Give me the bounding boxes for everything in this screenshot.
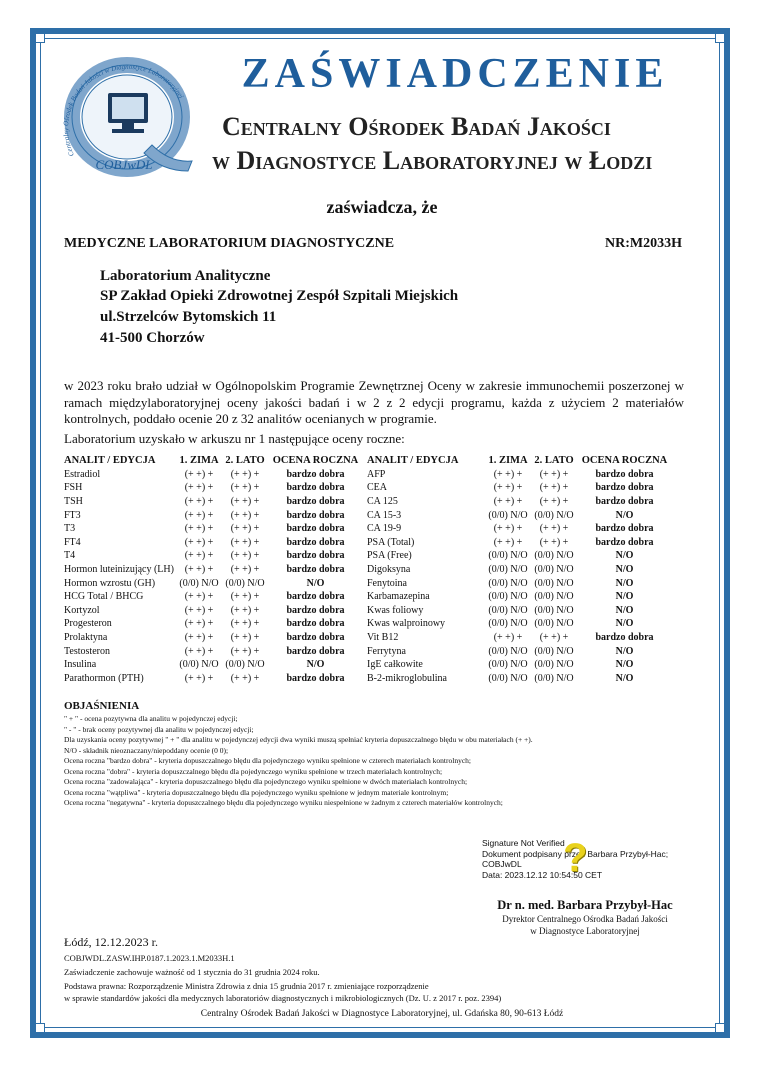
organization-name-line2: w Diagnostyce Laboratoryjnej w Łodzi — [212, 146, 653, 175]
analyte-name: Progesteron — [64, 618, 112, 630]
analyte-name: CA 19-9 — [367, 523, 402, 535]
annual-rating: bardzo dobra — [286, 591, 345, 603]
analyte-name: AFP — [367, 468, 386, 480]
edition-result: (0/0) N/O — [488, 604, 528, 616]
edition-result: (0/0) N/O — [488, 591, 528, 603]
annual-rating: bardzo dobra — [595, 496, 654, 508]
signature-line: Data: 2023.12.12 10:54:50 CET — [482, 869, 603, 880]
explanations-heading: OBJAŚNIENIA — [64, 700, 140, 712]
edition-result: (+ +) + — [493, 632, 523, 644]
annual-rating: bardzo dobra — [286, 523, 345, 535]
annual-rating: bardzo dobra — [286, 604, 345, 616]
edition-result: (+ +) + — [230, 496, 260, 508]
analyte-name: CEA — [367, 482, 387, 494]
column-header: 2. LATO — [225, 455, 265, 467]
annual-rating: bardzo dobra — [595, 523, 654, 535]
edition-result: (0/0) N/O — [488, 509, 528, 521]
annual-rating: bardzo dobra — [286, 482, 345, 494]
signature-line: Signature Not Verified — [482, 838, 565, 848]
annual-rating: bardzo dobra — [286, 632, 345, 644]
document-code: COBJWDL.ZASW.IHP.0187.1.2023.1.M2033H.1 — [64, 953, 235, 963]
edition-result: (+ +) + — [184, 482, 214, 494]
column-header: OCENA ROCZNA — [272, 455, 359, 467]
analyte-name: Kwas foliowy — [367, 604, 424, 616]
edition-result: (+ +) + — [184, 509, 214, 521]
analyte-name: IgE całkowite — [367, 659, 423, 671]
edition-result: (0/0) N/O — [534, 672, 574, 684]
cobjwdl-logo — [52, 45, 202, 195]
analyte-name: Karbamazepina — [367, 591, 430, 603]
edition-result: (0/0) N/O — [534, 509, 574, 521]
analyte-name: FSH — [64, 482, 83, 494]
annual-rating: N/O — [615, 564, 634, 576]
annual-rating: N/O — [615, 604, 634, 616]
annual-rating: bardzo dobra — [595, 482, 654, 494]
edition-result: (+ +) + — [184, 645, 214, 657]
lab-address-line: SP Zakład Opieki Zdrowotnej Zespół Szpitali Miejskich — [100, 288, 459, 304]
annual-rating: N/O — [615, 645, 634, 657]
annual-rating: bardzo dobra — [595, 468, 654, 480]
explanation-line: Ocena roczna "negatywna" - kryteria dopuszczalnego błędu dla pojedynczego wyniku niespełnione w żadnym z czterech materiałów kontrolnych; — [64, 798, 503, 807]
edition-result: (+ +) + — [230, 618, 260, 630]
signature-line: COBJwDL — [482, 859, 522, 869]
annual-rating: N/O — [615, 577, 634, 589]
edition-result: (+ +) + — [184, 468, 214, 480]
annual-rating: bardzo dobra — [595, 536, 654, 548]
edition-result: (+ +) + — [230, 604, 260, 616]
analyte-name: Kwas walproinowy — [367, 618, 446, 630]
analyte-name: T3 — [64, 523, 76, 535]
edition-result: (+ +) + — [539, 482, 569, 494]
edition-result: (0/0) N/O — [534, 618, 574, 630]
edition-result: (+ +) + — [184, 564, 214, 576]
edition-result: (0/0) N/O — [488, 550, 528, 562]
analyte-name: Estradiol — [64, 468, 101, 480]
annual-rating: bardzo dobra — [286, 645, 345, 657]
analyte-name: T4 — [64, 550, 76, 562]
table-row — [64, 590, 672, 604]
edition-result: (+ +) + — [539, 496, 569, 508]
table-row — [64, 617, 672, 631]
annual-rating: N/O — [306, 577, 325, 589]
edition-result: (+ +) + — [230, 523, 260, 535]
lab-number: NR:M2033H — [605, 236, 682, 251]
edition-result: (+ +) + — [493, 482, 523, 494]
analyte-name: Parathormon (PTH) — [64, 672, 144, 684]
footer-address: Centralny Ośrodek Badań Jakości w Diagnostyce Laboratoryjnej, ul. Gdańska 80, 90-613 Łódź — [200, 1009, 564, 1019]
table-row — [64, 576, 672, 590]
column-header: OCENA ROCZNA — [581, 455, 668, 467]
edition-result: (+ +) + — [539, 632, 569, 644]
analyte-name: Testosteron — [64, 645, 110, 657]
table-header-row — [64, 454, 672, 468]
edition-result: (0/0) N/O — [225, 659, 265, 671]
edition-result: (+ +) + — [230, 536, 260, 548]
corner-ornament — [715, 33, 725, 43]
table-row — [64, 658, 672, 672]
table-row — [64, 495, 672, 509]
edition-result: (+ +) + — [230, 591, 260, 603]
director-title: Dyrektor Centralnego Ośrodka Badań Jakości — [502, 914, 668, 924]
explanation-line: " + " - ocena pozytywna dla analitu w pojedynczej edycji; — [64, 714, 238, 723]
annual-rating: bardzo dobra — [286, 468, 345, 480]
edition-result: (0/0) N/O — [534, 591, 574, 603]
edition-result: (0/0) N/O — [488, 672, 528, 684]
edition-result: (0/0) N/O — [488, 659, 528, 671]
analyte-name: Hormon luteinizujący (LH) — [64, 564, 174, 576]
lab-address-line: Laboratorium Analityczne — [100, 268, 271, 284]
signature-line: Dokument podpisany przez Barbara Przybył-Hac; — [482, 848, 669, 859]
annual-rating: bardzo dobra — [286, 536, 345, 548]
column-header: 1. ZIMA — [488, 455, 528, 467]
column-header: 2. LATO — [534, 455, 574, 467]
edition-result: (+ +) + — [230, 509, 260, 521]
table-row — [64, 468, 672, 482]
edition-result: (+ +) + — [493, 468, 523, 480]
edition-result: (+ +) + — [230, 672, 260, 684]
edition-result: (+ +) + — [493, 496, 523, 508]
edition-result: (0/0) N/O — [534, 659, 574, 671]
lab-address-line: ul.Strzelców Bytomskich 11 — [100, 309, 277, 325]
edition-result: (+ +) + — [230, 482, 260, 494]
corner-ornament — [35, 1023, 45, 1033]
analyte-name: CA 15-3 — [367, 509, 402, 521]
explanation-line: Dla uzyskania oceny pozytywnej " + " dla analitu w pojedynczej edycji dwa wyniki muszą spełniać kryteria dopuszczalnego błędu w obu materiałach (+ +). — [64, 735, 533, 744]
logo-ring-text: Centralny Ośrodek Badań Jakości w Diagnostyce Laboratoryjnej — [62, 62, 186, 158]
legal-basis: Podstawa prawna: Rozporządzenie Ministra Zdrowia z dnia 15 grudnia 2017 r. zmieniające rozporządzenie — [64, 981, 429, 991]
edition-result: (0/0) N/O — [488, 564, 528, 576]
analyte-name: HCG Total / BHCG — [64, 591, 144, 603]
annual-rating: N/O — [615, 659, 634, 671]
edition-result: (+ +) + — [230, 564, 260, 576]
issue-date: Łódź, 12.12.2023 r. — [64, 935, 158, 949]
explanation-line: " - " - brak oceny pozytywnej dla analitu w pojedynczej edycji; — [64, 724, 254, 734]
edition-result: (0/0) N/O — [225, 577, 265, 589]
annual-rating: bardzo dobra — [286, 509, 345, 521]
explanation-line: N/O - składnik nieoznaczany/niepoddany ocenie (0 0); — [64, 745, 229, 755]
edition-result: (0/0) N/O — [534, 564, 574, 576]
edition-result: (0/0) N/O — [534, 645, 574, 657]
analyte-name: Insulina — [64, 659, 97, 671]
edition-result: (0/0) N/O — [534, 550, 574, 562]
certifies-text: zaświadcza, że — [326, 197, 438, 217]
results-intro: Laboratorium uzyskało w arkuszu nr 1 następujące oceny roczne: — [64, 431, 405, 446]
annual-rating: N/O — [306, 659, 325, 671]
edition-result: (+ +) + — [539, 523, 569, 535]
edition-result: (0/0) N/O — [179, 577, 219, 589]
annual-rating: bardzo dobra — [286, 672, 345, 684]
edition-result: (+ +) + — [184, 672, 214, 684]
edition-result: (0/0) N/O — [488, 618, 528, 630]
lab-address-line: 41-500 Chorzów — [100, 330, 205, 346]
annual-rating: bardzo dobra — [286, 496, 345, 508]
explanation-line: Ocena roczna "dobra" - kryteria dopuszczalnego błędu dla pojedynczego wyniku spełnione w trzech materiałach kontrolnych; — [64, 766, 443, 776]
annual-rating: bardzo dobra — [595, 632, 654, 644]
analyte-name: Hormon wzrostu (GH) — [64, 577, 156, 589]
director-name: Dr n. med. Barbara Przybył-Hac — [497, 898, 673, 912]
annual-rating: N/O — [615, 672, 634, 684]
annual-rating: N/O — [615, 550, 634, 562]
column-header: 1. ZIMA — [179, 455, 219, 467]
edition-result: (+ +) + — [493, 523, 523, 535]
explanation-line: Ocena roczna "zadowalająca" - kryteria dopuszczalnego błędu dla pojedynczego wyniku spełnione w dwóch materiałach kontrolnych; — [64, 777, 468, 786]
annual-rating: N/O — [615, 509, 634, 521]
signature-status-icon: ? — [563, 836, 588, 880]
edition-result: (+ +) + — [230, 632, 260, 644]
column-header: ANALIT / EDYCJA — [367, 455, 459, 467]
edition-result: (0/0) N/O — [179, 659, 219, 671]
corner-ornament — [715, 1023, 725, 1033]
analyte-name: FT3 — [64, 509, 81, 521]
participation-paragraph: w 2023 roku brało udział w Ogólnopolskim Programie Zewnętrznej Oceny w zakresie immunochemii poszerzonej w ramach międzylaboratoryjnej oceny jakości badań i w 2 z 2 edycji programu, każda z użyciem 2 materiałów kontrolnych, poddało ocenie 20 z 32 analitów ocenianych w programie. — [64, 378, 684, 426]
edition-result: (0/0) N/O — [534, 577, 574, 589]
edition-result: (0/0) N/O — [488, 577, 528, 589]
analyte-name: Vit B12 — [367, 632, 399, 644]
annual-rating: N/O — [615, 618, 634, 630]
edition-result: (+ +) + — [539, 468, 569, 480]
edition-result: (+ +) + — [539, 536, 569, 548]
edition-result: (+ +) + — [184, 591, 214, 603]
edition-result: (+ +) + — [184, 550, 214, 562]
table-row — [64, 563, 672, 577]
table-row — [64, 644, 672, 658]
analyte-name: PSA (Total) — [367, 536, 415, 548]
analyte-name: Digoksyna — [367, 564, 411, 576]
table-row — [64, 536, 672, 550]
analyte-name: Kortyzol — [64, 604, 100, 616]
edition-result: (0/0) N/O — [534, 604, 574, 616]
edition-result: (+ +) + — [184, 604, 214, 616]
column-header: ANALIT / EDYCJA — [64, 455, 156, 467]
results-table — [64, 454, 672, 685]
analyte-name: PSA (Free) — [367, 550, 412, 562]
edition-result: (+ +) + — [184, 496, 214, 508]
edition-result: (+ +) + — [184, 536, 214, 548]
analyte-name: B-2-mikroglobulina — [367, 672, 447, 684]
edition-result: (+ +) + — [230, 550, 260, 562]
table-row — [64, 481, 672, 495]
document-title: ZAŚWIADCZENIE — [241, 51, 669, 97]
lab-type: MEDYCZNE LABORATORIUM DIAGNOSTYCZNE — [64, 236, 395, 251]
table-row — [64, 631, 672, 645]
edition-result: (+ +) + — [493, 536, 523, 548]
table-row — [64, 672, 672, 686]
logo-abbreviation: COBJwDL — [95, 157, 153, 172]
annual-rating: N/O — [615, 591, 634, 603]
edition-result: (+ +) + — [184, 523, 214, 535]
edition-result: (+ +) + — [230, 645, 260, 657]
organization-name-line1: Centralny Ośrodek Badań Jakości — [222, 112, 611, 141]
corner-ornament — [35, 33, 45, 43]
annual-rating: bardzo dobra — [286, 564, 345, 576]
analyte-name: Fenytoina — [367, 577, 407, 589]
explanation-line: Ocena roczna "wątpliwa" - kryteria dopuszczalnego błędu dla pojedynczego wyniku spełnione w jednym materiale kontrolnym; — [64, 787, 449, 797]
analyte-name: CA 125 — [367, 496, 398, 508]
legal-basis: w sprawie standardów jakości dla medycznych laboratoriów diagnostycznych i mikrobiologicznych (Dz. U. z 2017 r. poz. 2394) — [64, 993, 502, 1003]
table-row — [64, 549, 672, 563]
table-row — [64, 522, 672, 536]
analyte-name: FT4 — [64, 536, 81, 548]
edition-result: (+ +) + — [230, 468, 260, 480]
director-title: w Diagnostyce Laboratoryjnej — [530, 926, 640, 936]
edition-result: (+ +) + — [184, 618, 214, 630]
explanations-list — [64, 714, 704, 809]
edition-result: (0/0) N/O — [488, 645, 528, 657]
analyte-name: Ferrytyna — [367, 645, 406, 657]
annual-rating: bardzo dobra — [286, 550, 345, 562]
validity-text: Zaświadczenie zachowuje ważność od 1 stycznia do 31 grudnia 2024 roku. — [64, 967, 320, 977]
edition-result: (+ +) + — [184, 632, 214, 644]
table-row — [64, 604, 672, 618]
explanation-line: Ocena roczna "bardzo dobra" - kryteria dopuszczalnego błędu dla pojedynczego wyniku spełnione w czterech materiałach kontrolnych; — [64, 756, 471, 765]
analyte-name: TSH — [64, 496, 83, 508]
analyte-name: Prolaktyna — [64, 632, 108, 644]
annual-rating: bardzo dobra — [286, 618, 345, 630]
table-row — [64, 508, 672, 522]
